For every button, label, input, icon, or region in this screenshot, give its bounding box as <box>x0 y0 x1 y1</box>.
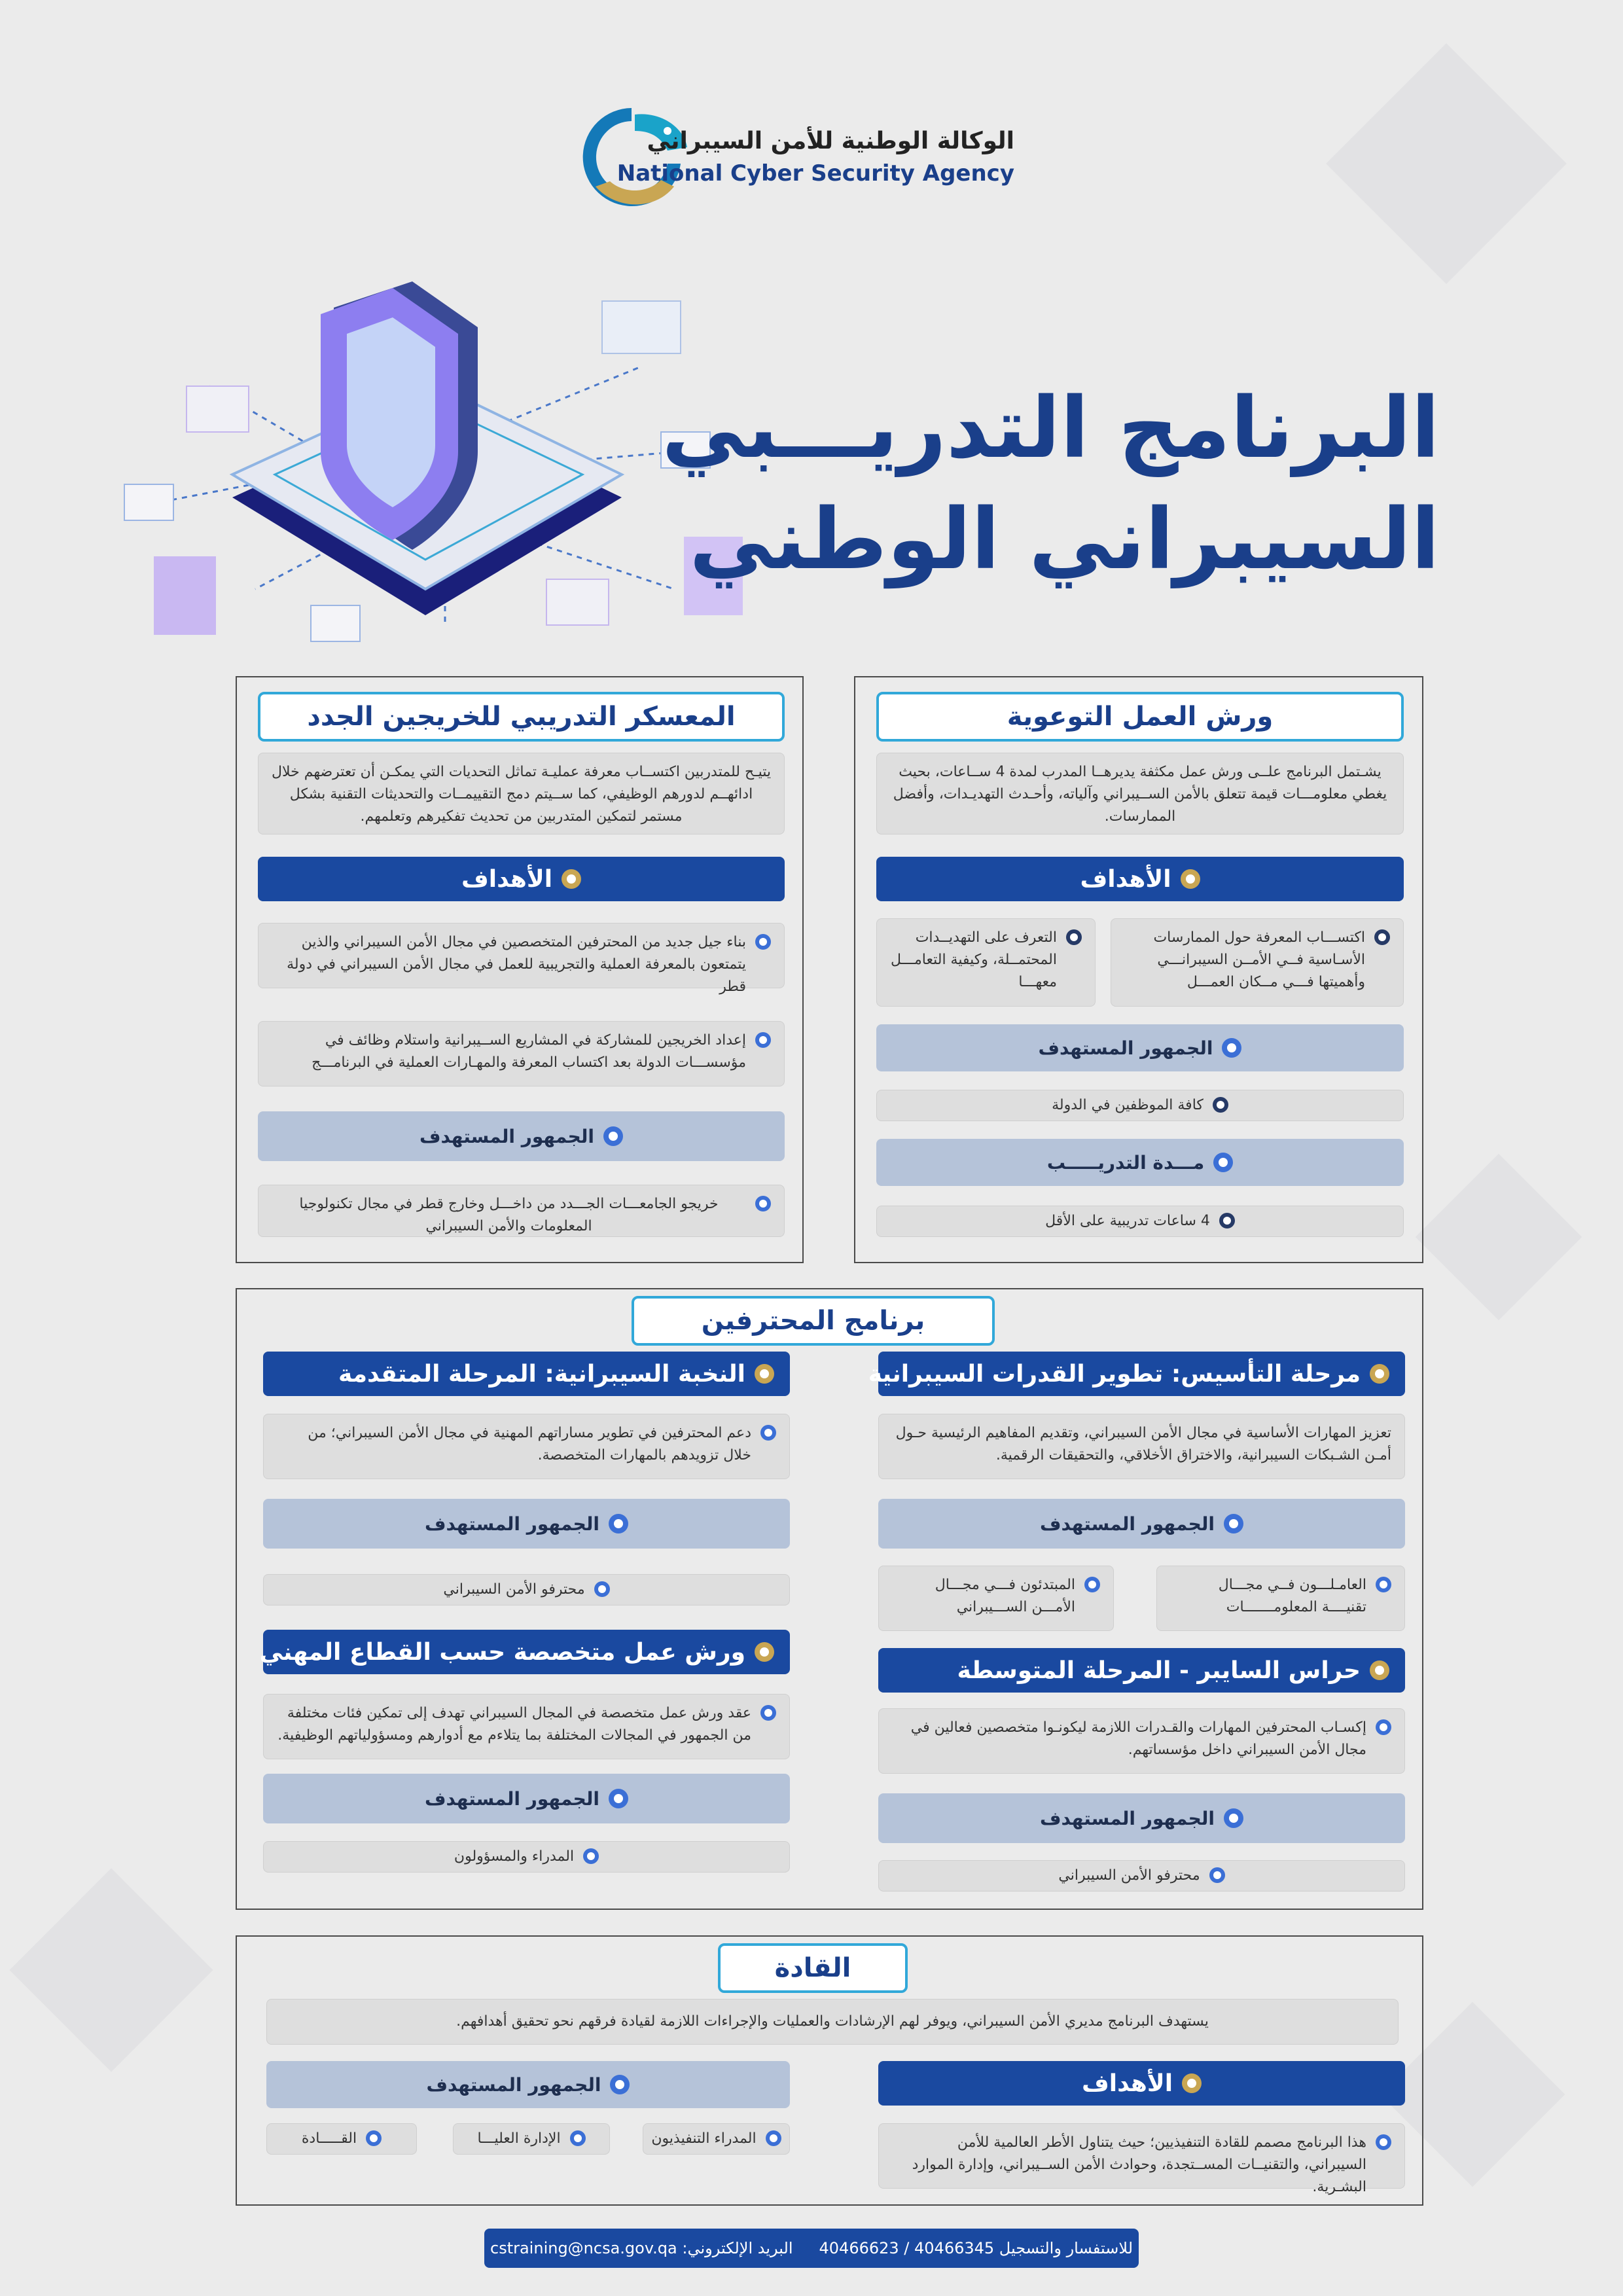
falcon-emblem-icon <box>569 95 694 219</box>
intermediate-header: حراس السايبر - المرحلة المتوسطة <box>878 1648 1405 1693</box>
certificate-icon <box>755 1032 771 1048</box>
awareness-title: ورش العمل التوعوية <box>876 692 1404 742</box>
leaders-goal: هذا البرنامج مصمم للقادة التنفيذيين؛ حيث يتناول الأطر العالمية للأمن السيبراني، والتقنيــات المســتجدة، وحوادث الأمن الســيبراني، وإدارة الموارد البشـرية. <box>878 2123 1405 2189</box>
awareness-duration-header: مـــدة التدريـــــب <box>876 1139 1404 1186</box>
audience-icon <box>1224 1514 1243 1534</box>
audience-icon <box>609 1789 628 1808</box>
professional-icon <box>1209 1867 1225 1883</box>
sector-workshops-header: ورش عمل متخصصة حسب القطاع المهني <box>263 1630 790 1674</box>
executive-icon <box>1376 2134 1391 2150</box>
leader-icon <box>366 2130 382 2146</box>
bootcamp-goal-1: بناء جيل جديد من المحترفين المتخصصين في مجال الأمن السيبراني والذين يتمتعون بالمعرفة العملية والتجريبية للعمل في مجال الأمن السيبراني في دولة قطر <box>258 923 785 988</box>
professional-icon <box>594 1581 610 1597</box>
program-title-line1: البرنامج التدريـــبي <box>662 380 1440 477</box>
intermediate-audience: محترفو الأمن السيبراني <box>878 1860 1405 1892</box>
audience-icon <box>610 2075 630 2094</box>
audience-icon <box>609 1514 628 1534</box>
awareness-audience-header: الجمهور المستهدف <box>876 1024 1404 1071</box>
leaders-audience-executives: المدراء التنفيذيون <box>643 2123 790 2155</box>
sector-audience: المدراء والمسؤولون <box>263 1841 790 1873</box>
network-icon <box>760 1705 776 1721</box>
hierarchy-icon <box>570 2130 586 2146</box>
manager-icon <box>583 1848 599 1864</box>
elite-audience-header: الجمهور المستهدف <box>263 1499 790 1549</box>
awareness-goal-1: اكتســـاب المعرفة حول الممارسات الأسـاسية فــي الأمــن السيبرانـــي وأهميتها فـــي مــكان العمـــل <box>1111 918 1404 1007</box>
building-icon <box>755 934 771 950</box>
audience-icon <box>1222 1038 1241 1058</box>
program-title <box>662 373 1440 596</box>
shield-icon <box>1084 1577 1100 1592</box>
knowledge-icon <box>1374 929 1390 945</box>
agency-name-arabic: الوكالة الوطنية للأمن السيبراني <box>647 128 1014 154</box>
audience-icon <box>1224 1808 1243 1828</box>
awareness-goals-header: الأهداف <box>876 857 1404 901</box>
agency-name-english: National Cyber Security Agency <box>616 160 1014 187</box>
graduation-cap-icon <box>755 1196 771 1211</box>
sector-audience-header: الجمهور المستهدف <box>263 1774 790 1823</box>
team-icon <box>1376 1719 1391 1735</box>
bootcamp-audience-header: الجمهور المستهدف <box>258 1111 785 1161</box>
contact-bar <box>484 2229 1139 2268</box>
foundation-audience-it: العامـلـــون فــي مجـــال تقنيــــة المعلومـــــــات <box>1156 1566 1405 1631</box>
awareness-goal-2: التعرف على التهديــدات المحتمــلة، وكيفية التعامـــل معهـــا <box>876 918 1096 1007</box>
gear-icon <box>1376 1577 1391 1592</box>
contact-email[interactable]: البريد الإلكتروني: cstraining@ncsa.gov.qa <box>490 2239 793 2257</box>
intermediate-description: إكسـاب المحترفين المهارات والقـدرات اللازمة ليكونـوا متخصصين فعالين في مجال الأمن السيبراني داخل مؤسساتهم. <box>878 1708 1405 1774</box>
background-diamond <box>1416 1154 1582 1321</box>
target-icon <box>1181 869 1200 889</box>
bootcamp-description: يتيـح للمتدربين اكتســاب معرفة عمليـة تماثل التحديات التي يمكـن أن تعترضهم خلال ادائهــم لدورهم الوظيفي، كما ســيتم دمج التقييمــات والتحديثات التقنية بشكل مستمر لتمكين المتدربين من تحديث تفكيرهم وتعلمهم. <box>258 753 785 834</box>
professionals-title: برنامج المحترفين <box>632 1296 995 1346</box>
awareness-description: يشـتمل البرنامج علــى ورش عمل مكثفة يديرهــا المدرب لمدة 4 ســاعات، بحيث يغطي معلومـــات قيمة تتعلق بالأمن الســيبراني وآلياته، وأحـدث التهديـدات، وأفضل الممارسات. <box>876 753 1404 834</box>
bootcamp-goal-2: إعداد الخريجين للمشاركة في المشاريع الســيبرانية واستلام وظائف في مؤسســـات الدولة بعد اكتساب المعرفة والمهـارات العملية في البرنامـــج <box>258 1021 785 1086</box>
cyber-shield-illustration <box>105 255 753 661</box>
hourglass-icon <box>1213 1153 1233 1172</box>
target-icon <box>562 869 581 889</box>
elite-audience: محترفو الأمن السيبراني <box>263 1574 790 1605</box>
elite-description: دعم المحترفين في تطوير مساراتهم المهنية في مجال الأمن السيبراني؛ من خلال تزويدهم بالمهارات المتخصصة. <box>263 1414 790 1479</box>
foundation-description: تعزيز المهارات الأساسية في مجال الأمن السيبراني، وتقديم المفاهيم الرئيسية حـول أمـن الشـبكات السيبرانية، والاختراق الأخلاقي، والتحقيقات الرقمية. <box>878 1414 1405 1479</box>
foundation-header: مرحلة التأسيس: تطوير القدرات السيبرانية <box>878 1352 1405 1396</box>
agency-logo <box>569 95 1014 226</box>
people-icon <box>1213 1097 1228 1113</box>
satellite-icon <box>1370 1364 1389 1384</box>
target-icon <box>1182 2073 1202 2093</box>
bootcamp-panel <box>236 676 804 1263</box>
registration-phone[interactable]: للاستفسار والتسجيل 40466345 / 40466623 <box>819 2239 1133 2257</box>
threat-icon <box>1066 929 1082 945</box>
professionals-panel <box>236 1288 1423 1910</box>
bootcamp-title: المعسكر التدريبي للخريجين الجدد <box>258 692 785 742</box>
elite-icon <box>755 1364 774 1384</box>
leaders-audience-senior-management: الإدارة العليـــا <box>453 2123 610 2155</box>
career-icon <box>760 1425 776 1441</box>
leaders-description: يستهدف البرنامج مديري الأمن السيبراني، ويوفر لهم الإرشادات والعمليات والإجراءات اللازمة لقيادة فرقهم نحو تحقيق أهدافهم. <box>266 1999 1399 2045</box>
leaders-panel <box>236 1935 1423 2206</box>
awareness-duration: 4 ساعات تدريبية على الأقل <box>876 1206 1404 1237</box>
leaders-audience-leaders: القـــــادة <box>266 2123 417 2155</box>
foundation-audience-header: الجمهور المستهدف <box>878 1499 1405 1549</box>
workshop-icon <box>755 1642 774 1662</box>
clock-icon <box>1219 1213 1235 1229</box>
leaders-title: القادة <box>718 1943 908 1993</box>
bootcamp-goals-header: الأهداف <box>258 857 785 901</box>
elite-header: النخبة السيبرانية: المرحلة المتقدمة <box>263 1352 790 1396</box>
program-title-line2: السيبراني الوطني <box>689 491 1440 588</box>
executive-group-icon <box>766 2130 781 2146</box>
audience-icon <box>603 1126 623 1146</box>
intermediate-audience-header: الجمهور المستهدف <box>878 1793 1405 1843</box>
bootcamp-audience: خريجو الجامعـــات الجـــدد من داخـــل وخارج قطر في مجال تكنولوجيا المعلومات والأمن السيبراني <box>258 1185 785 1237</box>
sector-workshops-description: عقد ورش عمل متخصصة في المجال السيبراني تهدف إلى تمكين فئات مختلفة من الجمهور في المجالات المختلفة بما يتلاءم مع أدوارهم ومسؤولياتهم الوظيفية. <box>263 1694 790 1759</box>
leaders-audience-header: الجمهور المستهدف <box>266 2061 790 2108</box>
awareness-workshops-panel <box>854 676 1423 1263</box>
foundation-audience-beginners: المبتدئون فـــي مجـــال الأمـــن الســـيبراني <box>878 1566 1114 1631</box>
background-diamond <box>1326 43 1567 284</box>
guard-icon <box>1370 1660 1389 1680</box>
awareness-audience: كافة الموظفين في الدولة <box>876 1090 1404 1121</box>
background-diamond <box>9 1868 213 2072</box>
leaders-goals-header: الأهداف <box>878 2061 1405 2106</box>
